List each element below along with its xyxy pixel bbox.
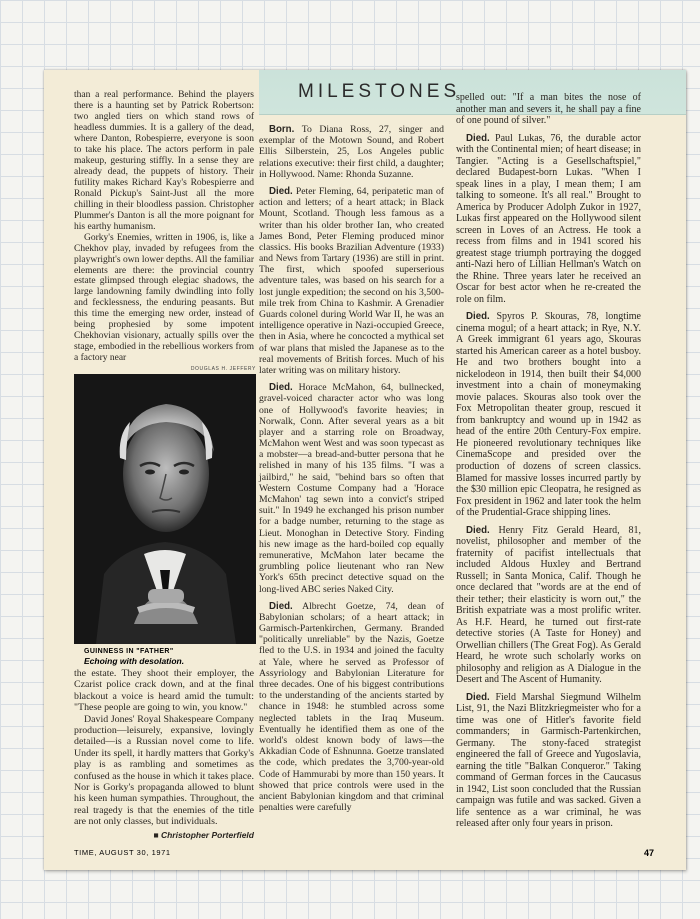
entry-lead: Died. <box>466 132 490 144</box>
page-footer-date: TIME, AUGUST 30, 1971 <box>74 848 171 857</box>
entry-lead: Died. <box>269 600 293 612</box>
milestone-entry <box>456 311 641 518</box>
page-number: 47 <box>644 848 655 858</box>
review-column-bottom <box>74 668 254 841</box>
entry-lead: Died. <box>466 691 490 703</box>
milestone-entry <box>456 692 641 830</box>
milestone-entry <box>259 382 444 595</box>
photo-credit: DOUGLAS H. JEFFERY <box>190 366 256 372</box>
entry-lead: Died. <box>269 185 293 197</box>
entry-text: Peter Fleming, 64, peripatetic man of action and letters; of a heart attack; in Black Mount, Scotland. Though less famous as a writer than his older brother Ian, who created James Bond, Peter Fleming produced minor classics. His books Brazilian Adventure (1933) and News from Tartary (1936) are still in print. The first, which spoofed superserious adventure tales, was based on his search for a lost jungle expedition; the second on his 3,500-mile trek from China to Kashmir. A Grenadier Guards colonel during World War II, he was an intelligence operative in Nazi-occupied Greece, then in Asia, where he concocted a mythical set of war plans that misled the Japanese as to the real movements of British forces. Much of his later writing was on military history. <box>259 185 445 376</box>
review-paragraph: the estate. They shoot their employer, the Czarist police crack down, and at the final blackout a voice is heard amid the tumult: "These people are going to win, you know." <box>74 668 254 714</box>
photo-caption <box>74 648 256 666</box>
milestone-entry <box>259 186 444 376</box>
entry-text: Field Marshal Siegmund Wilhelm List, 91, the Nazi Blitzkriegmeister who for a time was one of Hitler's favorite field commanders; in Garmisch-Partenkirchen, Germany. The stony-faced strategist engineered the fall of Greece and Yugoslavia, earning the title "Balkan Conqueror." Taking command of German forces in the Caucasus in 1942, List soon concluded that the Russian campaign was futile and was sacked. Given a life sentence as a war criminal, he was released after only four years in prison. <box>456 691 642 830</box>
entry-text: Spyros P. Skouras, 78, longtime cinema mogul; of a heart attack; in Rye, N.Y. A Greek immigrant 61 years ago, Skouras started his American career as a hotel busboy. He and two brothers bought into a nickelodeon in 1914, then built their $4,000 investment into a chain of moneymaking movie palaces. Skouras also took over the Fox Metropolitan theater group, rescued it from bankruptcy and wound up in 1942 as head of the entire 20th Century-Fox empire. He pioneered revolutionary techniques like CinemaScope and presided over the production of dozens of screen classics. Blamed for massive losses incurred partly by the $30 million epic Cleopatra, he resigned as Fox president in 1962 and later took the helm of the Prudential-Grace shipping lines. <box>456 311 642 519</box>
caption-subtitle: Echoing with desolation. <box>84 656 185 666</box>
review-byline: ■ Christopher Porterfield <box>153 829 254 840</box>
review-paragraph: Gorky's Enemies, written in 1906, is, like a Chekhov play, invaded by refugees from the playwright's own lower depths. All the familiar elements are there: the provincial country estate glimpsed through elegiac shadows, the large landowning family dwindling into folly and fecklessness, the enduring peasants. But this time the emerging new order, instead of being prophesied by some impotent Chekhovian visionary, actually spills over the stage, embodied in the rebellious workers from a factory near <box>74 232 254 364</box>
entry-lead: Died. <box>466 524 490 536</box>
entry-text: spelled out: "If a man bites the nose of another man and severs it, he shall pay a fine of one pound of silver." <box>456 92 641 127</box>
entry-lead: Died. <box>269 382 293 394</box>
entry-text: Horace McMahon, 64, bullnecked, gravel-voiced character actor who was long one of Hollywood's favorite heavies; in Norwalk, Conn. After several years as a bit player and a starring role on Broadway, McMahon went West and was soon typecast as a mobster—a bread-and-butter persona that he relished in many of his 135 films. "I was a jailbird," he said, "behind bars so often that Western Costume Company had a 'Horace McMahon' tag sewn into a convict's striped suit." In 1949 he exchanged his prison number for a badge number, returning to the stage as Lieut. Monoghan in Detective Story. Finding his new image as the hard-boiled cop equally remunerative, McMahon later became the grumbling police lieutenant who ran New York's 65th precinct detective squad on the long-lived ABC series Naked City. <box>259 382 445 595</box>
review-column-top <box>74 90 254 364</box>
entry-text: Albrecht Goetze, 74, dean of Babylonian scholars; of a heart attack; in Garmisch-Partenkirchen, Germany. Branded "politically unreliable" by the Nazis, Goetze fled to the U.S. in 1934 and joined the faculty at Yale, where he served as Professor of Assyriology and Babylonian Literature for three decades. One of his biggest contributions to the understanding of the ancients started by chance in 1948: he stumbled across some neglected tablets in the Iraq Museum. Eventually he identified them as one of the world's oldest known body of laws—the Akkadian Code of Eshnunna. Goetze translated the code, which predates the 3,700-year-old Code of Hammurabi by more than 150 years. It showed that price controls were used in the ancient Babylonian kingdom and that criminal penalties were carefully <box>259 600 444 814</box>
section-title: MILESTONES <box>298 81 461 102</box>
review-paragraph: David Jones' Royal Shakespeare Company production—leisurely, expansive, lovingly detailed—is a Russian novel come to life. Under its spell, it hardly matters that Gorky's play is as rambling and sometimes as confused as the house in which it takes place. Nor is Gorky's propaganda allowed to blunt his keen human sympathies. Throughout, the real tragedy is that the enemies of the title are not only classes, but individuals. <box>74 713 254 828</box>
magazine-page <box>44 70 686 870</box>
milestone-entry <box>259 124 444 180</box>
entry-text: To Diana Ross, 27, singer and exemplar of the Motown Sound, and Robert Ellis Silberstein, 25, Los Angeles public relations executive: their first child, a daughter; in Hollywood. Name: Rhonda Suzanne. <box>259 124 444 180</box>
caption-title: GUINNESS IN "FATHER" <box>84 648 174 655</box>
milestone-entry-continued <box>456 92 641 127</box>
entry-lead: Born. <box>269 124 295 135</box>
entry-lead: Died. <box>466 311 490 323</box>
milestone-entry <box>259 601 444 814</box>
entry-text: Paul Lukas, 76, the durable actor with the Continental mien; of heart disease; in Tangier. "Acting is a Gesellschaftspiel," declared Budapest-born Lukas. "When I speak lines in a play, I mean them; I am talking to someone. It's all real." Brought to America by Producer Adolph Zukor in 1927, Lukas first appeared on the Hollywood silent screen in Loves of an Actress. He took a recess from films and in 1941 scored his greatest stage triumph portraying the dogged anti-Nazi hero of Lillian Hellman's Watch on the Rhine. Three years later he received an Oscar for best actor when he re-created the role on film. <box>456 132 642 305</box>
milestone-entry <box>456 133 641 306</box>
milestone-entry <box>456 525 641 686</box>
entry-text: Henry Fitz Gerald Heard, 81, novelist, philosopher and member of the fraternity of pacifist intellectuals that included Aldous Huxley and Bertrand Russell; in Santa Monica, Calif. Though he once declared that "words are at the end of their tether; their elasticity is worn out," the British expatriate was a most prolific writer. As H.F. Heard, he turned out first-rate detective stories (A Taste for Honey) and Orwellian chillers (The Great Fog). As Gerald Heard, he wrote such scholarly works on philosophy and religion as A Dialogue in the Desert and The Ascent of Humanity. <box>456 524 641 686</box>
review-paragraph: than a real performance. Behind the players there is a haunting set by Patrick Robertson: two angled tiers on which stand rows of headless dummies. It is a gallery of the dead, where Danton, Robespierre, everyone is soon to take his place. The actors perform in pale makeup, gesturing stiffly. In a sense they are already dead, the puppets of history. Their futility makes Richard Kay's Robespierre and Ronald Pickup's Saint-Just all the more chilling in their bloodless passion. Christopher Plummer's Danton is all the more poignant for his earthy humanism. <box>74 90 254 232</box>
portrait-image <box>74 374 256 644</box>
milestones-column-middle <box>259 124 444 819</box>
milestones-column-right <box>456 92 641 836</box>
actor-photo <box>74 374 256 644</box>
